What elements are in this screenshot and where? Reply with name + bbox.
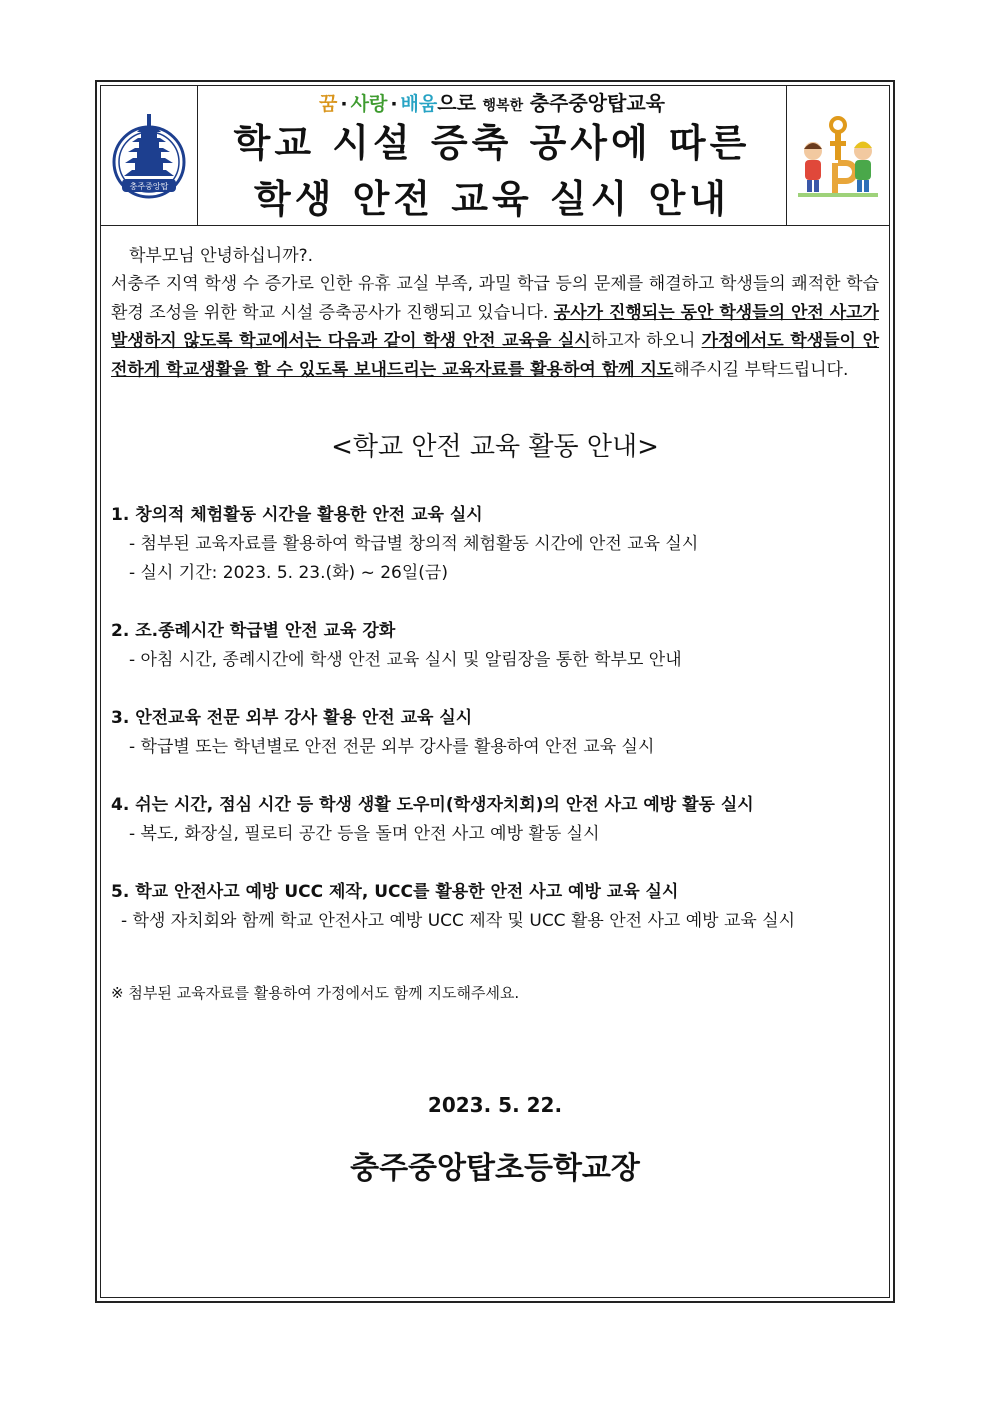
slogan-happy: 행복한 [482,98,524,114]
intro-text-c: 해주시길 부탁드립니다. [673,359,849,380]
slogan [198,91,786,115]
slogan-suffix: 으로 [437,91,476,115]
document-frame [95,80,895,1303]
slogan-education: 충주중앙탑교육 [529,91,665,115]
note: ※ 첨부된 교육자료를 활용하여 가정에서도 함께 지도해주세요. [111,984,520,1002]
item-detail: - 복도, 화장실, 필로티 공간 등을 돌며 안전 사고 예방 활동 실시 [129,824,600,844]
section-title: <학교 안전 교육 활동 안내> [331,432,659,462]
list-item [111,617,879,675]
slogan-separator: · [340,93,348,115]
greeting: 학부모님 안녕하십니까?. [129,246,314,266]
document-inner-border [100,85,890,1298]
item-heading: 4. 쉬는 시간, 점심 시간 등 학생 생활 도우미(학생자치회)의 안전 사고 예방 활동 실시 [111,795,754,815]
school-principal-signature: 충주중앙탑초등학교장 [350,1151,640,1186]
item-detail: - 실시 기간: 2023. 5. 23.(화) ~ 26일(금) [129,563,448,583]
slogan-word-love: 사랑 [350,93,388,115]
pagoda-seal-icon [110,110,188,202]
slogan-word-dream: 꿈 [319,93,338,115]
top-mascot-cell [786,86,889,225]
header-table [101,86,889,226]
intro-emphasis-2: 가정에서도 학생들이 안전하게 학교생활을 할 수 있도록 보내드리는 교육자료를 활용하여 함께 지도 [111,331,879,380]
item-heading: 1. 창의적 체험활동 시간을 활용한 안전 교육 실시 [111,505,483,525]
slogan-word-learning: 배움 [400,93,438,115]
item-detail: - 학급별 또는 학년별로 안전 전문 외부 강사를 활용하여 안전 교육 실시 [129,737,655,757]
list-item [111,704,879,762]
item-detail: - 아침 시간, 종례시간에 학생 안전 교육 실시 및 알림장을 통한 학부모 안내 [129,650,682,670]
page-title-line2: 학생 안전 교육 실시 안내 [254,177,730,221]
logo-text: 충주중앙탑 [129,181,169,191]
page-title-line1: 학교 시설 증축 공사에 따른 [233,121,751,165]
item-heading: 2. 조.종례시간 학급별 안전 교육 강화 [111,621,396,641]
document-date: 2023. 5. 22. [427,1093,563,1117]
intro-paragraph [111,270,879,384]
intro-text-b: 하고자 하오니 [590,331,702,351]
title-cell [198,86,786,225]
list-item [111,791,879,849]
intro-text-a: 서충주 지역 학생 수 증가로 인한 유휴 교실 부족, 과밀 학급 등의 문제를 해결하고 학생들의 쾌적한 학습 환경 조성을 위한 학교 시설 증축공사가 진행되고 있습니다. [111,274,879,323]
list-item [111,501,879,588]
logo-cell [101,86,198,225]
item-detail: - 첨부된 교육자료를 활용하여 학급별 창의적 체험활동 시간에 안전 교육 실시 [129,534,699,554]
slogan-separator: · [390,93,398,115]
intro-emphasis-1: 공사가 진행되는 동안 학생들의 안전 사고가 발생하지 않도록 학교에서는 다음과 같이 학생 안전 교육을 실시 [111,302,879,351]
item-heading: 5. 학교 안전사고 예방 UCC 제작, UCC를 활용한 안전 사고 예방 교육 실시 [111,882,679,902]
item-heading: 3. 안전교육 전문 외부 강사 활용 안전 교육 실시 [111,708,473,728]
top-children-mascot-icon [796,113,880,199]
list-item [111,878,879,936]
item-detail: - 학생 자치회와 함께 학교 안전사고 예방 UCC 제작 및 UCC 활용 안전 사고 예방 교육 실시 [121,911,796,931]
document-body [111,242,879,1187]
